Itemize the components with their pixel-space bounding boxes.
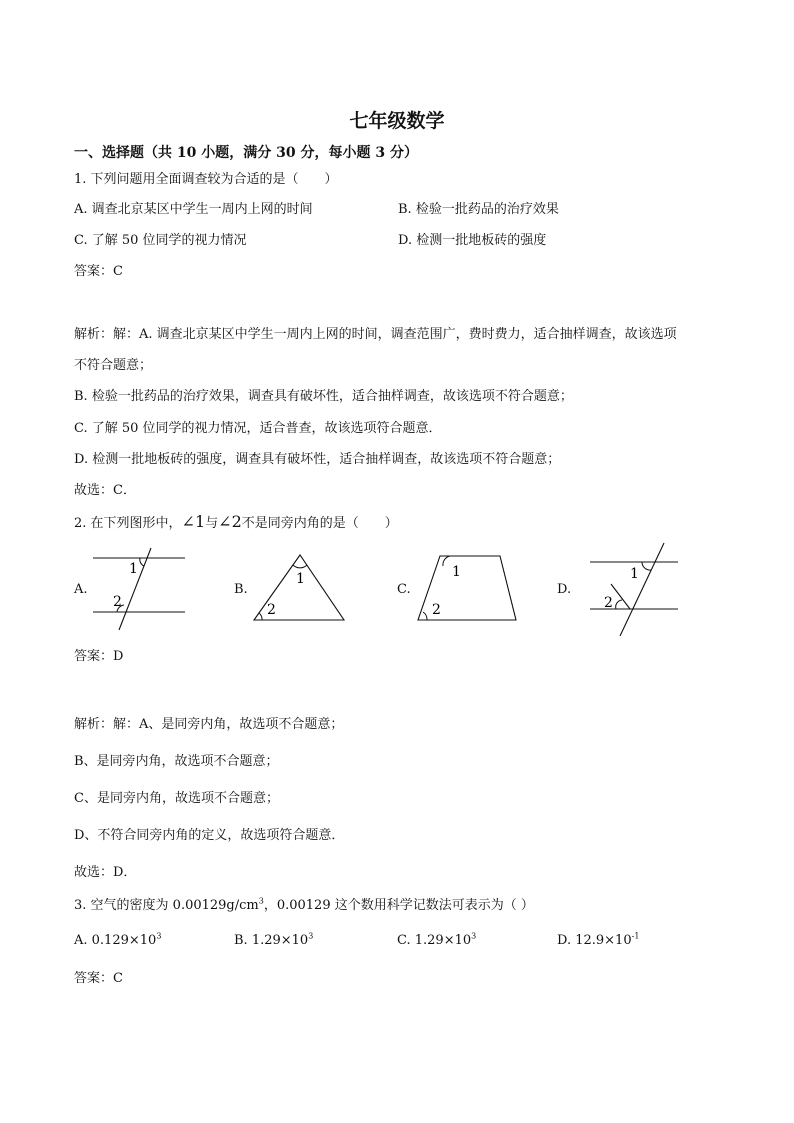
q2-angle1: ∠1 xyxy=(181,512,206,531)
q3-stem-before: 3. 空气的密度为 0.00129g/cm xyxy=(74,898,259,913)
q3-option-b xyxy=(234,933,313,949)
figure-a xyxy=(85,545,195,635)
q1-option-c: C. 了解 50 位同学的视力情况 xyxy=(74,233,247,248)
q3-option-c-exponent: 3 xyxy=(471,931,477,941)
q2-angle2: ∠2 xyxy=(218,512,242,531)
q3-option-d-exponent: -1 xyxy=(631,931,640,941)
figure-c xyxy=(414,551,524,626)
figure-b xyxy=(250,550,350,625)
q2-analysis-line: 解析：解：A、是同旁内角，故选项不合题意； xyxy=(74,717,344,732)
q3-option-b-exponent: 3 xyxy=(308,931,314,941)
q3-option-d-base: D. 12.9×10 xyxy=(557,933,632,948)
q1-option-b: B. 检验一批药品的治疗效果 xyxy=(398,202,559,217)
q1-analysis-line: B. 检验一批药品的治疗效果，调查具有破坏性，适合抽样调查，故该选项不符合题意； xyxy=(74,389,573,404)
q2-answer: 答案：D xyxy=(74,649,124,664)
figure-c-mark-2: 2 xyxy=(432,602,441,618)
figure-c-mark-1: 1 xyxy=(452,564,461,580)
q2-conclusion: 故选：D． xyxy=(74,865,137,880)
q3-option-d xyxy=(557,933,639,949)
q1-analysis-line: 不符合题意； xyxy=(74,358,153,373)
q3-option-b-base: B. 1.29×10 xyxy=(234,933,309,948)
q1-analysis-line: D. 检测一批地板砖的强度，调查具有破坏性，适合抽样调查，故该选项不符合题意； xyxy=(74,452,561,467)
q3-answer: 答案：C xyxy=(74,971,123,986)
q3-stem-superscript: 3 xyxy=(258,896,264,906)
q1-option-d: D. 检测一批地板砖的强度 xyxy=(398,233,547,248)
q2-stem xyxy=(74,514,398,532)
q1-conclusion: 故选：C． xyxy=(74,483,136,498)
q3-option-c-base: C. 1.29×10 xyxy=(397,933,472,948)
q1-option-a: A. 调查北京某区中学生一周内上网的时间 xyxy=(74,202,313,217)
q3-stem-after: ，0.00129 这个数用科学记数法可表示为（ ） xyxy=(263,898,534,913)
figure-b-mark-1: 1 xyxy=(296,571,305,587)
q1-analysis-line: 解析：解：A. 调查北京某区中学生一周内上网的时间，调查范围广，费时费力，适合抽样调查，故该选项 xyxy=(74,327,677,342)
q2-stem-before: 2. 在下列图形中， xyxy=(74,516,182,531)
figure-label-a: A. xyxy=(74,582,88,597)
q2-analysis-line: B、是同旁内角，故选项不合题意； xyxy=(74,754,279,769)
q2-stem-after: 不是同旁内角的是（ ） xyxy=(241,516,398,531)
figure-b-mark-2: 2 xyxy=(267,602,276,618)
q2-analysis-line: C、是同旁内角，故选项不合题意； xyxy=(74,791,279,806)
q1-analysis-line: C. 了解 50 位同学的视力情况，适合普查，故该选项符合题意． xyxy=(74,421,442,436)
q1-answer: 答案：C xyxy=(74,264,123,279)
q1-stem: 1. 下列问题用全面调查较为合适的是（ ） xyxy=(74,172,338,187)
figure-label-c: C. xyxy=(397,582,411,597)
section-heading: 一、选择题（共 10 小题，满分 30 分，每小题 3 分） xyxy=(74,145,418,161)
q3-option-a-exponent: 3 xyxy=(156,931,162,941)
q3-option-a xyxy=(74,933,161,949)
figure-d xyxy=(578,541,683,638)
figure-a-mark-2: 2 xyxy=(113,594,122,610)
q3-option-a-base: A. 0.129×10 xyxy=(74,933,157,948)
q3-stem xyxy=(74,898,534,914)
page-title: 七年级数学 xyxy=(349,110,445,132)
figure-label-d: D. xyxy=(557,582,572,597)
figure-label-b: B. xyxy=(234,582,248,597)
figure-d-mark-2: 2 xyxy=(604,595,613,611)
q2-analysis-line: D、不符合同旁内角的定义，故选项符合题意． xyxy=(74,828,345,843)
figure-d-mark-1: 1 xyxy=(630,566,639,582)
q2-connector: 与 xyxy=(205,516,219,531)
figure-a-mark-1: 1 xyxy=(129,561,138,577)
q3-option-c xyxy=(397,933,476,949)
